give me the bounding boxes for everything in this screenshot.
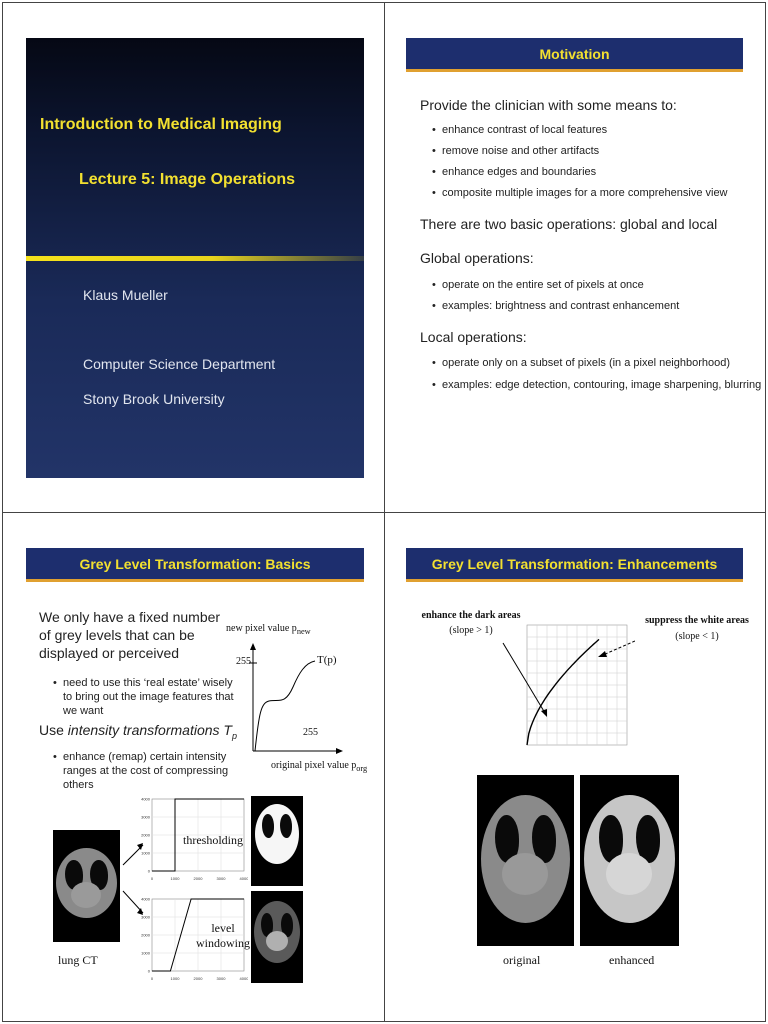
title-slide-panel <box>26 38 364 478</box>
bullet-item: • examples: brightness and contrast enhancement <box>442 300 679 312</box>
y-tick-label: 2000 <box>141 932 150 938</box>
x-tick-label: 4000 <box>239 976 248 981</box>
ct-heart <box>266 931 288 951</box>
local-heading: Local operations: <box>420 329 527 345</box>
intro-text: Provide the clinician with some means to: <box>420 97 677 113</box>
plot-x-255: 255 <box>303 727 318 738</box>
slide-grey-level-basics <box>2 512 385 1022</box>
windowed-image <box>251 891 303 983</box>
transfer-curve <box>255 661 315 751</box>
annotation-arrows <box>495 633 635 733</box>
plot-y-255: 255 <box>236 656 251 667</box>
arrowhead <box>541 709 547 717</box>
y-tick-label: 3000 <box>141 914 150 920</box>
y-tick-label: 2000 <box>141 832 150 838</box>
plot-x-label: original pixel value $p_{org}$ <box>271 760 368 773</box>
dark-areas-annotation: enhance the dark areas (slope > 1) <box>421 610 521 636</box>
bullet-item: • enhance contrast of local features <box>442 124 607 136</box>
dark-arrow <box>503 643 545 713</box>
thresholding-label: thresholding <box>183 833 243 847</box>
bullet-item: • enhance (remap) certain intensity ranges at the cost of compressing others <box>63 750 238 792</box>
level-windowing-label: level windowing <box>196 921 250 950</box>
arrows <box>121 833 146 923</box>
y-tick-label: 3000 <box>141 814 150 820</box>
y-axis-arrow <box>250 643 256 650</box>
slide-header: Motivation <box>406 38 743 72</box>
x-tick-label: 0 <box>150 976 154 981</box>
slide-title <box>2 2 385 513</box>
author-name: Klaus Mueller <box>83 287 168 303</box>
lung-ct-label: lung CT <box>58 953 98 967</box>
y-tick-label: 4000 <box>141 896 150 902</box>
ct-heart <box>71 882 101 908</box>
intensity-text: Use intensity transformations $T_p$ <box>39 722 237 741</box>
y-tick-label: 1000 <box>141 850 150 856</box>
y-tick-label: 0 <box>147 968 150 974</box>
x-tick-label: 0 <box>150 876 154 881</box>
slide-header: Grey Level Transformation: Enhancements <box>406 548 743 582</box>
department: Computer Science Department <box>83 356 276 372</box>
thresholded-image <box>251 796 303 886</box>
x-axis-arrow <box>336 748 343 754</box>
lung-ct-image <box>53 830 120 942</box>
bullet-item: • need to use this ‘real estate’ wisely to bring out the image features that we want <box>63 676 238 718</box>
bullet-item: • enhance edges and boundaries <box>442 166 596 178</box>
arrowhead <box>598 651 607 657</box>
lecture-subtitle: Lecture 5: Image Operations <box>79 171 296 188</box>
bullet-item: • remove noise and other artifacts <box>442 145 599 157</box>
enhanced-ct-image <box>580 775 679 946</box>
y-tick-label: 0 <box>147 868 150 874</box>
plot-curve-label: T(p) <box>317 654 337 666</box>
original-ct-image <box>477 775 574 946</box>
x-tick-label: 3000 <box>216 976 226 981</box>
lecture-course-title: Introduction to Medical Imaging <box>40 116 282 133</box>
ct-lung-left <box>262 814 274 838</box>
divider-bar <box>26 256 364 261</box>
original-label: original <box>503 953 541 967</box>
slide-header: Grey Level Transformation: Basics <box>26 548 364 582</box>
ct-heart <box>502 853 548 895</box>
bullet-item: • operate only on a subset of pixels (in a pixel neighborhood) <box>442 357 730 369</box>
plot-y-label: new pixel value $p_{new}$ <box>226 623 311 636</box>
x-tick-label: 3000 <box>216 876 226 881</box>
y-tick-label: 1000 <box>141 950 150 956</box>
ct-body <box>255 804 299 864</box>
x-tick-label: 1000 <box>170 976 180 981</box>
x-tick-label: 2000 <box>193 876 203 881</box>
bullet-item: • examples: edge detection, contouring, image sharpening, blurring <box>442 379 761 391</box>
ct-lung-right <box>280 814 292 838</box>
bullet-item: • composite multiple images for a more comprehensive view <box>442 187 728 199</box>
ct-heart <box>606 853 652 895</box>
fixed-levels-text: We only have a fixed number of grey levels that can be displayed or perceived <box>39 609 221 661</box>
slide-motivation <box>384 2 766 513</box>
enhanced-label: enhanced <box>609 953 655 967</box>
x-tick-label: 1000 <box>170 876 180 881</box>
white-arrow <box>603 641 635 655</box>
transfer-function-plot <box>243 643 343 755</box>
x-tick-label: 4000 <box>239 876 248 881</box>
two-operations-text: There are two basic operations: global and local <box>420 216 718 232</box>
white-areas-annotation: suppress the white areas (slope < 1) <box>645 615 749 642</box>
university: Stony Brook University <box>83 391 225 407</box>
global-heading: Global operations: <box>420 250 534 266</box>
bullet-item: • operate on the entire set of pixels at once <box>442 279 644 291</box>
y-tick-label: 4000 <box>141 796 150 802</box>
x-tick-label: 2000 <box>193 976 203 981</box>
slide-grey-level-enhancements <box>384 512 766 1022</box>
